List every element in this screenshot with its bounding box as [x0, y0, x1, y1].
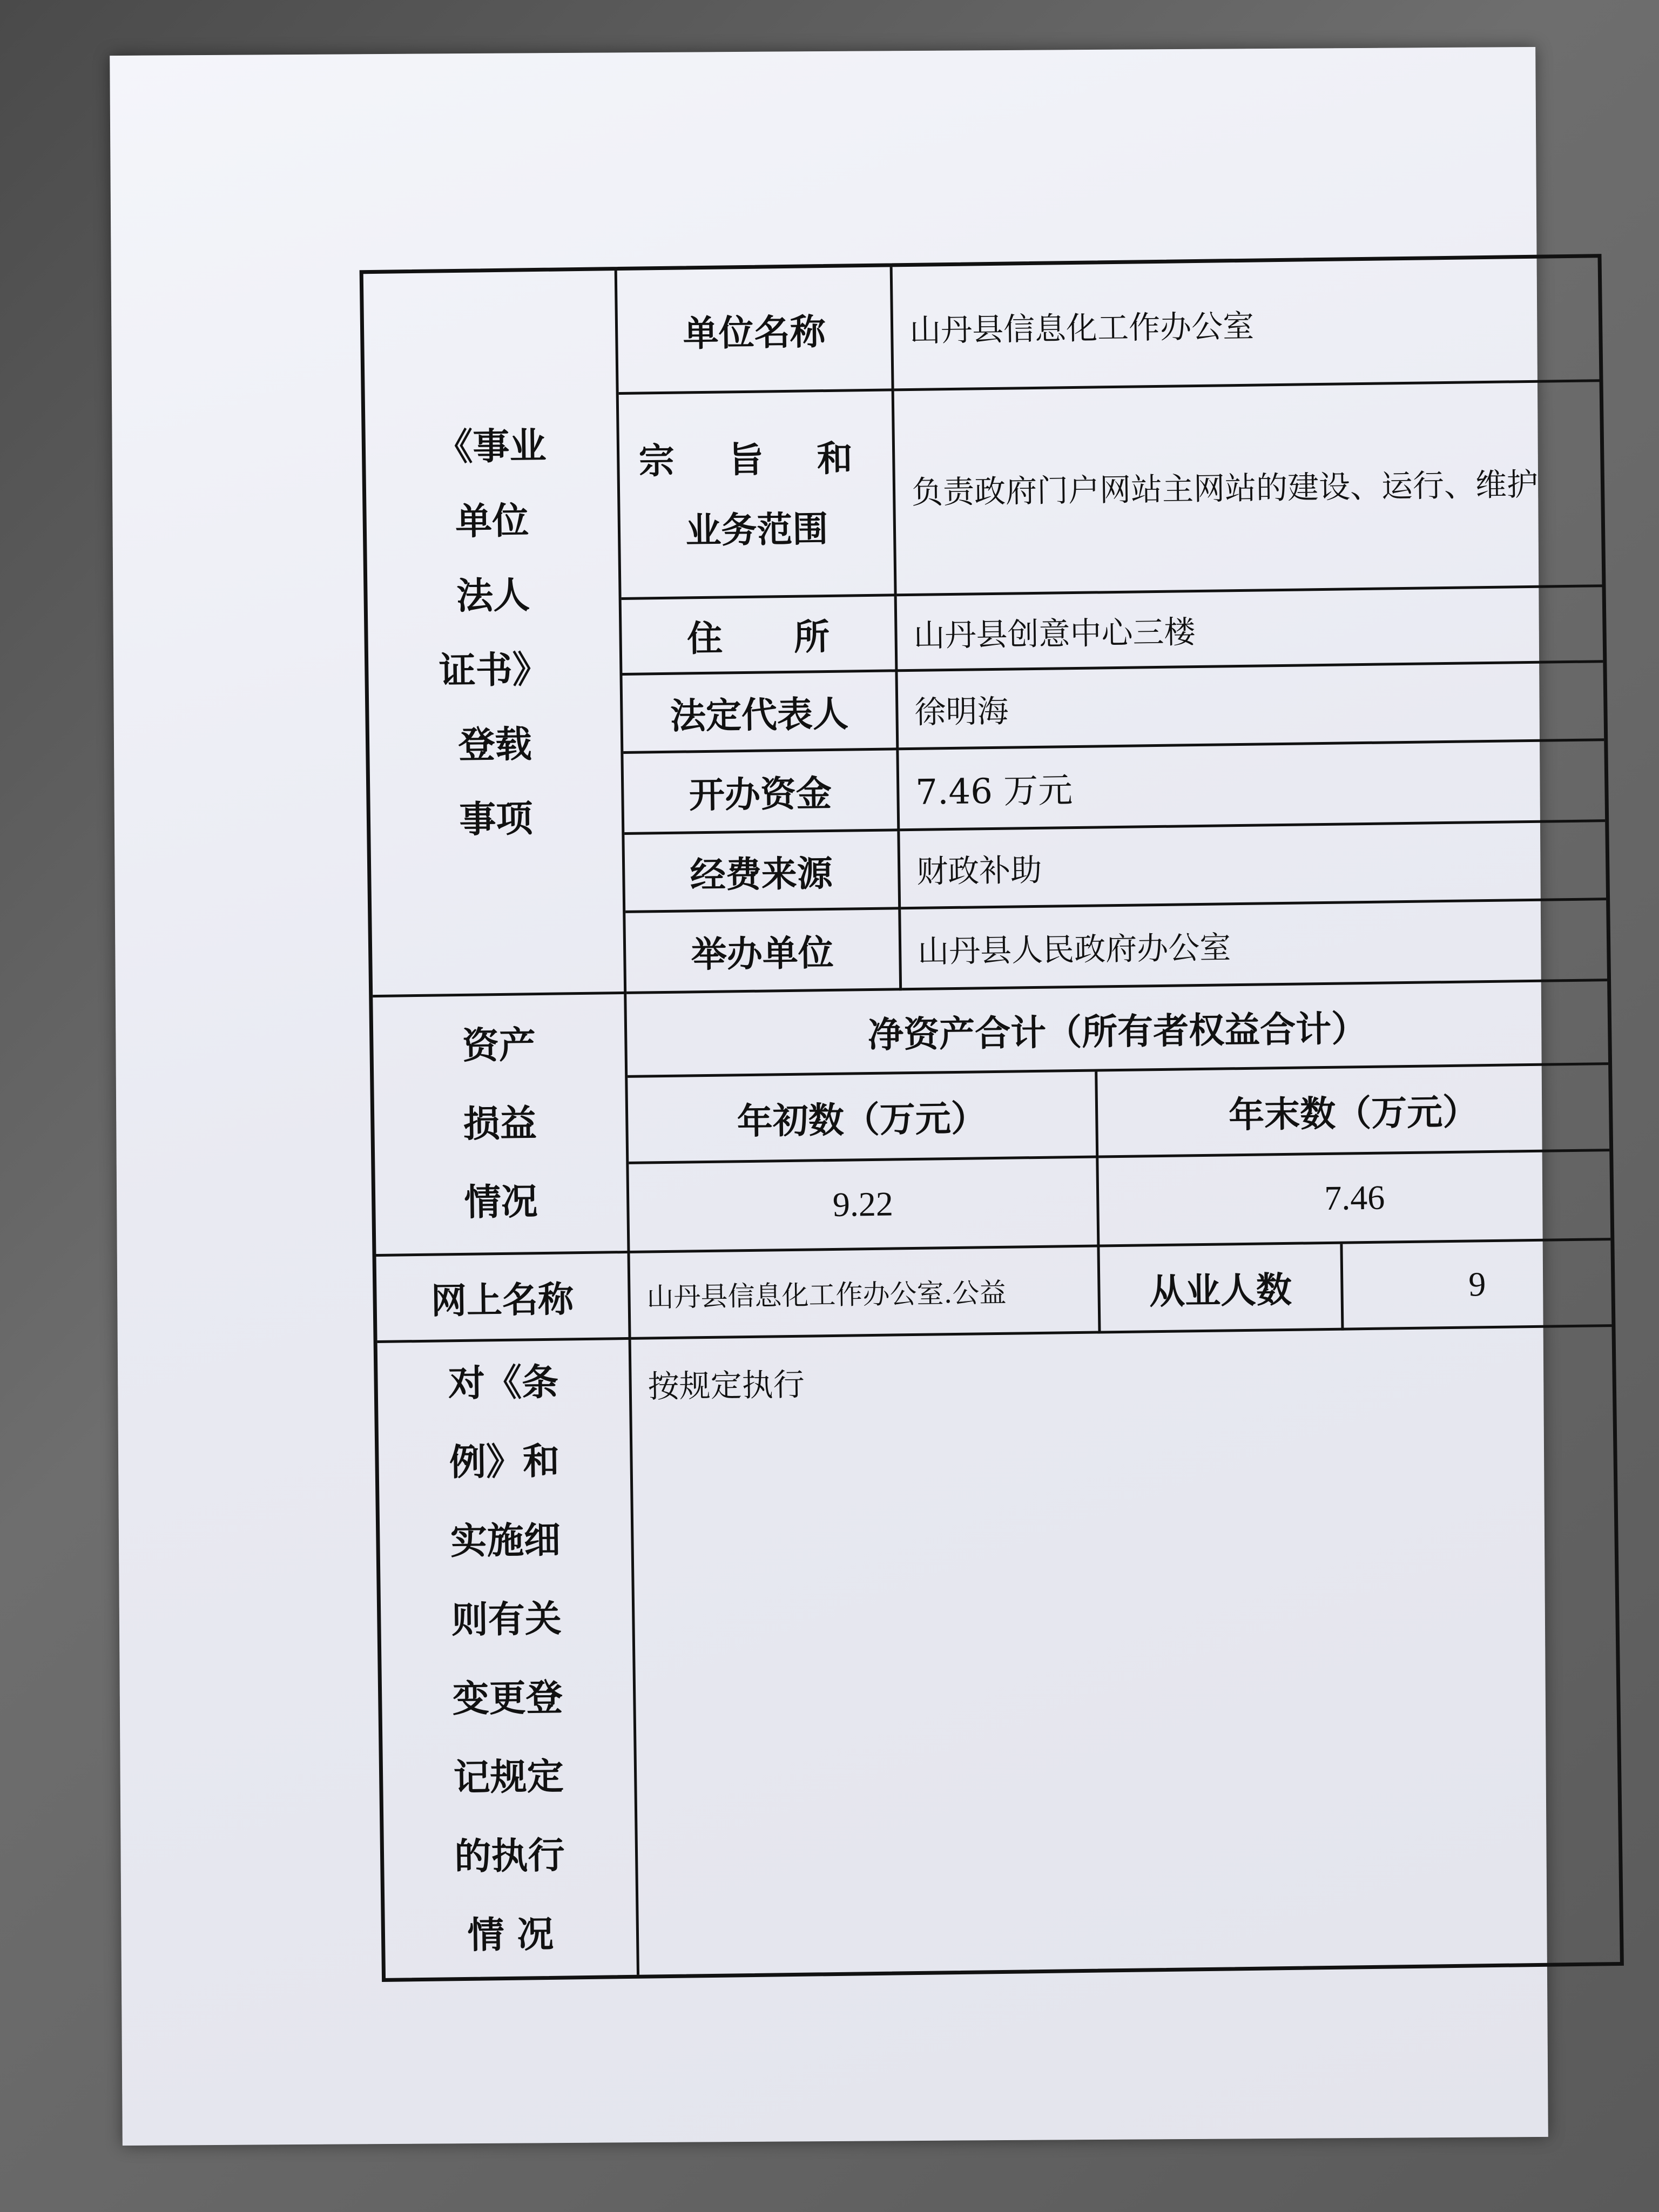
- online-name-value: 山丹县信息化工作办公室.公益: [630, 1247, 1101, 1339]
- purpose-label-line1: 宗 旨 和: [638, 436, 874, 482]
- purpose-value: [894, 382, 1602, 596]
- paper-sheet: [110, 47, 1548, 2146]
- registration-header-line: 证书》: [439, 648, 550, 692]
- compliance-header: [377, 1340, 639, 1978]
- registration-header-line: 法人: [456, 573, 530, 618]
- registration-header-line: 《事业: [435, 424, 547, 469]
- funding-label: 经费来源: [624, 831, 901, 913]
- compliance-header-line: 变更登: [452, 1676, 563, 1721]
- unit-name-value: 山丹县信息化工作办公室: [893, 258, 1600, 391]
- unit-name-label: 单位名称: [617, 267, 894, 395]
- assets-header: [373, 994, 630, 1257]
- address-label: 住 所: [622, 596, 898, 676]
- purpose-value-text: 负责政府门户网站主网站的建设、运行、维护: [911, 466, 1539, 511]
- sponsor-value: 山丹县人民政府办公室: [901, 900, 1607, 990]
- purpose-label-line2: 业务范围: [685, 507, 828, 551]
- legal-rep-value: 徐明海: [898, 663, 1604, 750]
- capital-value: 7.46 万元: [899, 741, 1605, 831]
- staff-count-value: 9: [1343, 1240, 1611, 1330]
- assets-header-line: 资产: [462, 1023, 536, 1068]
- start-of-year-label: 年初数（万元）: [628, 1072, 1098, 1164]
- compliance-header-line: 则有关: [451, 1597, 562, 1642]
- compliance-header-line: 的执行: [454, 1833, 565, 1879]
- assets-header-line: 损益: [463, 1102, 537, 1146]
- staff-count-label: 从业人数: [1100, 1244, 1344, 1334]
- compliance-header-line: 记规定: [453, 1755, 564, 1800]
- compliance-header-line: 对《条: [448, 1360, 559, 1406]
- net-assets-title: 净资产合计（所有者权益合计）: [626, 981, 1608, 1078]
- capital-label: 开办资金: [623, 750, 900, 835]
- sponsor-label: 举办单位: [625, 909, 902, 994]
- compliance-header-line: 情 况: [467, 1912, 554, 1957]
- registration-form-table: [360, 254, 1624, 1982]
- registration-header-line: 登载: [458, 722, 532, 767]
- purpose-label: [619, 391, 897, 600]
- registration-header-line: 事项: [458, 797, 533, 841]
- registration-header-line: 单位: [455, 498, 529, 543]
- assets-header-line: 情况: [464, 1180, 538, 1224]
- legal-rep-label: 法定代表人: [623, 672, 899, 754]
- start-of-year-value: 9.22: [629, 1158, 1100, 1253]
- compliance-header-line: 例》和: [449, 1439, 560, 1485]
- address-value: 山丹县创意中心三楼: [897, 587, 1603, 672]
- funding-value: 财政补助: [900, 822, 1606, 909]
- end-of-year-label: 年末数（万元）: [1097, 1065, 1609, 1158]
- online-name-label: 网上名称: [376, 1253, 631, 1343]
- compliance-value: 按规定执行: [648, 1366, 805, 1405]
- compliance-header-line: 实施细: [450, 1518, 561, 1563]
- end-of-year-value: 7.46: [1098, 1151, 1610, 1247]
- registration-header: [363, 271, 626, 997]
